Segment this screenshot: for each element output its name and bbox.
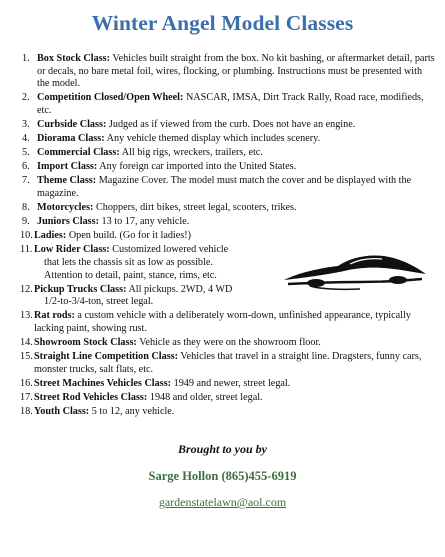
classes-list (0, 53, 445, 420)
item-label: Pickup Trucks Class: (34, 283, 127, 295)
item-number: 1. (22, 53, 30, 64)
item-text: All pickups. 2WD, 4 WD (126, 283, 233, 295)
item-number: 6. (22, 161, 30, 173)
item-label: Youth Class: (34, 405, 90, 417)
item-label: Street Machines Vehicles Class: (34, 377, 172, 389)
item-number: 5. (22, 147, 30, 159)
item-text: Open build. (Go for it ladies!) (66, 230, 192, 242)
list-item (0, 175, 437, 200)
list-item (0, 310, 434, 335)
item-number: 9. (22, 216, 30, 228)
list-item (0, 378, 434, 391)
item-label: Street Rod Vehicles Class: (34, 391, 148, 403)
item-number: 11. (20, 244, 33, 256)
sports-car-silhouette-icon (280, 246, 430, 294)
item-text: Any vehicle themed display which includes scenery. (104, 133, 321, 145)
item-number: 14. (20, 336, 33, 348)
item-text: Choppers, dirt bikes, street legal, scooters, trikes. (93, 202, 297, 214)
item-number: 8. (22, 202, 30, 214)
list-item (0, 392, 434, 405)
list-item (0, 53, 437, 91)
item-text: Vehicle as they were on the showroom floor. (136, 336, 321, 348)
item-text: Customized lowered vehicle (109, 244, 229, 256)
item-number: 7. (22, 175, 30, 187)
item-label: Motorcycles: (37, 202, 94, 214)
item-text: 1949 and newer, street legal. (171, 377, 291, 389)
item-number: 4. (22, 133, 30, 145)
item-text: 13 to 17, any vehicle. (99, 216, 190, 228)
list-item (0, 202, 437, 215)
item-text: NASCAR, IMSA, Dirt Track Rally, Road race, modifieds, etc. (37, 92, 424, 116)
item-text: All big rigs, wreckers, trailers, etc. (119, 147, 263, 159)
list-item (0, 133, 437, 146)
brought-to-you-text: Brought to you by (177, 442, 267, 456)
item-label: Import Class: (37, 161, 98, 173)
item-label: Ladies: (34, 230, 67, 242)
item-number: 15. (20, 351, 33, 363)
list-item (0, 161, 437, 174)
item-text: 5 to 12, any vehicle. (89, 405, 175, 417)
list-item (0, 337, 434, 350)
item-number: 13. (20, 310, 33, 322)
list-item (0, 92, 437, 117)
list-item (0, 406, 434, 419)
item-text: 1948 and older, street legal. (147, 391, 263, 403)
list-item (0, 119, 437, 132)
item-number: 16. (20, 377, 33, 389)
item-label: Theme Class: (37, 175, 97, 187)
list-item (0, 147, 437, 160)
item-text: Judged as if viewed from the curb. Does not have an engine. (106, 118, 356, 130)
item-number: 18. (20, 405, 33, 417)
item-label: Rat rods: (34, 310, 75, 322)
item-label: Low Rider Class: (34, 244, 110, 256)
contact-name-phone: Sarge Hollon (865)455-6919 (148, 469, 297, 483)
list-item (0, 216, 437, 229)
credits-block (0, 441, 445, 510)
item-label: Showroom Stock Class: (34, 336, 137, 348)
list-item (0, 230, 434, 243)
item-text: Magazine Cover. The model must match the cover and be displayed with the magazine. (37, 175, 412, 199)
item-number: 10. (20, 230, 33, 242)
item-text: Any foreign car imported into the United States. (97, 161, 297, 173)
item-number: 2. (22, 92, 30, 104)
item-label: Curbside Class: (37, 118, 107, 130)
item-number: 17. (20, 391, 33, 403)
item-number: 12. (20, 283, 33, 295)
item-label: Box Stock Class: (37, 53, 111, 64)
contact-email-link[interactable]: gardenstatelawn@aol.com (158, 495, 287, 509)
page-title: Winter Angel Model Classes (91, 11, 354, 35)
item-label: Competition Closed/Open Wheel: (37, 92, 184, 104)
item-text-continued: Attention to detail, paint, stance, rims, etc. (44, 269, 217, 281)
item-label: Juniors Class: (37, 216, 99, 228)
item-text: Vehicles built straight from the box. No kit bashing, or aftermarket detail, parts or decals, no bare metal foil, wires, flocking, or plumbing. Instructions must be presented with the model. (37, 53, 435, 90)
item-label: Diorama Class: (37, 133, 105, 145)
item-text-continued: 1/2-to-3/4-ton, street legal. (44, 296, 154, 308)
item-text-continued: that lets the chassis sit as low as possible. (44, 256, 213, 268)
item-text: a custom vehicle with a deliberately worn-down, unfinished appearance, typically lacking paint, showing rust. (34, 310, 411, 334)
item-text: Vehicles that travel in a straight line. Dragsters, funny cars, monster trucks, salt flats, etc. (34, 351, 422, 375)
list-item (0, 351, 434, 376)
item-label: Commercial Class: (37, 147, 120, 159)
item-number: 3. (22, 118, 30, 130)
item-label: Straight Line Competition Class: (34, 351, 179, 363)
